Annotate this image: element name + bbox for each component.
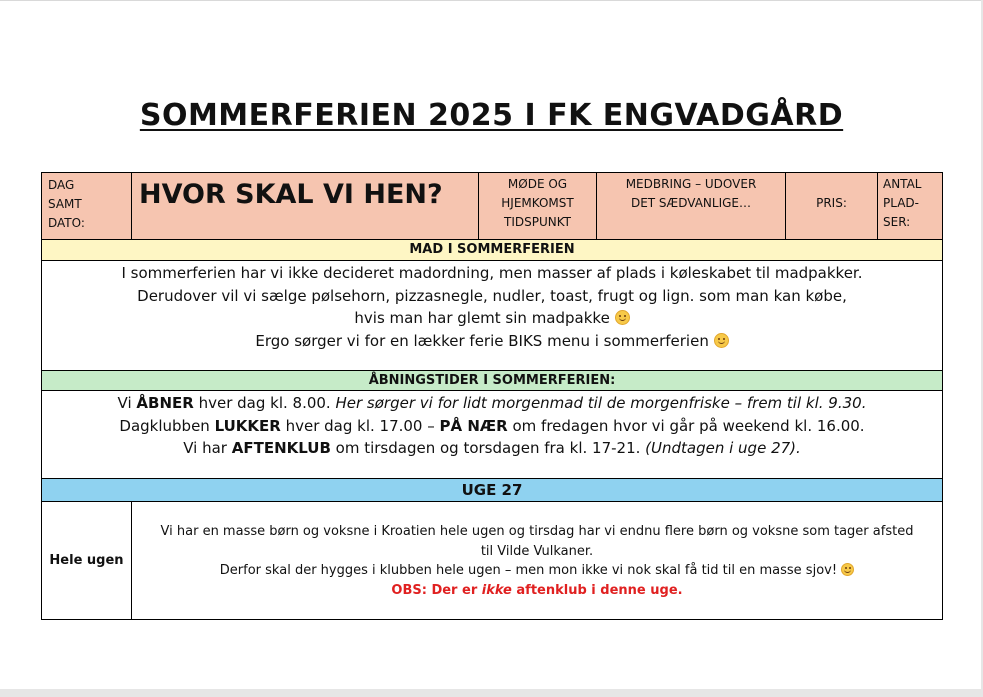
section-body-hours [42,391,942,479]
document-title: SOMMERFERIEN 2025 I FK ENGVADGÅRD [139,98,844,133]
schedule-table [41,172,943,620]
smiley-icon [841,563,854,576]
table-header-row [42,173,942,240]
hours-line-2: Dagklubben LUKKER hver dag kl. 17.00 – PÅ NÆR om fredagen hvor vi går på weekend kl. 16.00. [119,416,865,435]
hours-line-1: Vi ÅBNER hver dag kl. 8.00. Her sørger vi for lidt morgenmad til de morgenfriske – frem til kl. 9.30. [117,394,867,412]
section-heading-food: MAD I SOMMERFERIEN [42,240,942,261]
food-line-4: Ergo sørger vi for en lækker ferie BIKS menu i sommerferien [42,330,942,353]
header-bring: MEDBRING – UDOVER DET SÆDVANLIGE… [597,173,786,239]
food-line-2: Derudover vil vi sælge pølsehorn, pizzasnegle, nudler, toast, frugt og lign. som man kan købe, [137,286,847,305]
page-edge [0,0,983,1]
header-where: HVOR SKAL VI HEN? [132,173,479,239]
smiley-icon [615,310,630,325]
week27-description [132,522,942,600]
food-line-3: hvis man har glemt sin madpakke [42,307,942,330]
hours-line-3: Vi har AFTENKLUB om tirsdagen og torsdagen fra kl. 17-21. (Undtagen i uge 27). [183,439,801,457]
smiley-icon [714,333,729,348]
section-body-food [42,261,942,371]
food-line-1: I sommerferien har vi ikke decideret madordning, men masser af plads i køleskabet til madpakker. [121,264,863,282]
week27-line-2: til Vilde Vulkaner. [480,543,594,559]
week27-row [42,502,942,619]
header-seats: ANTAL PLAD- SER: [883,177,922,229]
header-price: PRIS: [786,173,878,239]
week27-line-3: Derfor skal der hygges i klubben hele ugen – men mon ikke vi nok skal få tid til en masse sjov! [132,561,942,581]
week27-line-1: Vi har en masse børn og voksne i Kroatien hele ugen og tirsdag har vi endnu flere børn og voksne som tager afsted [160,524,914,539]
section-heading-week27: UGE 27 [42,479,942,502]
week27-day-cell: Hele ugen [42,502,132,619]
header-day-date: DAG SAMT DATO: [42,173,132,239]
header-meeting-time: MØDE OG HJEMKOMST TIDSPUNKT [479,173,597,239]
week27-obs-note: OBS: Der er ikke aftenklub i denne uge. [391,582,683,598]
section-heading-hours: ÅBNINGSTIDER I SOMMERFERIEN: [42,371,942,391]
page-edge-bottom [0,689,983,697]
